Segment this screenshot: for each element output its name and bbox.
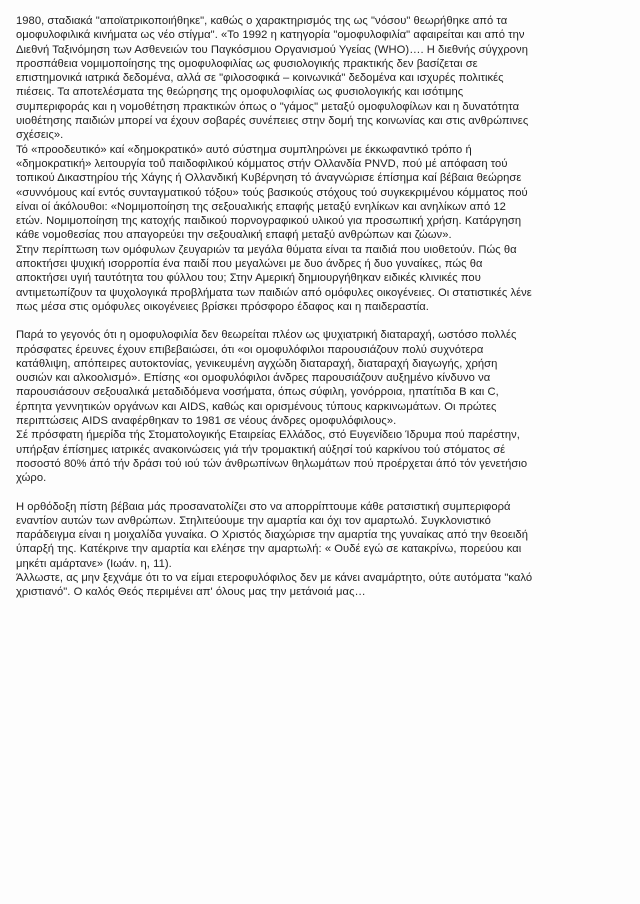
paragraph-spacer bbox=[16, 486, 626, 500]
text-line: προσπάθεια νομιμοποίησης της ομοφυλοφιλίας ως φυσιολογικής πρακτικής δεν βασίζεται σε bbox=[16, 57, 478, 70]
text-line: κάθε νομοθεσίας που απαγορεύει την σεξουαλική επαφή μεταξύ ανθρώπων και ζώων». bbox=[16, 229, 452, 242]
text-line: χώρο. bbox=[16, 472, 47, 485]
text-line: είναι οί άκόλουθοι: «Νομιμοποίηση της σεξουαλικής επαφής μεταξύ ενηλίκων και ανηλίκων από 12 bbox=[16, 200, 506, 213]
text-line: ύπαρξή της. Κατέκρινε την αμαρτία και ελέησε την αμαρτωλή: « Ουδέ εγώ σε κατακρίνω, πορεύου και bbox=[16, 543, 522, 556]
paragraph-3 bbox=[16, 328, 626, 485]
text-line: πως μέσα στις ομόφυλες οικογένειες βρίσκει πρόσφορο έδαφος και η παιδεραστία. bbox=[16, 300, 429, 313]
text-line: Παρά το γεγονός ότι η ομοφυλοφιλία δεν θεωρείται πλέον ως ψυχιατρική διαταραχή, ωστόσο πολλές bbox=[16, 329, 517, 342]
document-body bbox=[16, 14, 626, 600]
text-line: κατάθλιψη, απόπειρες αυτοκτονίας, γενικευμένη αγχώδη διαταραχή, διαταραχή διαγωγής, χρήση bbox=[16, 357, 498, 370]
text-line: Διεθνή Ταξινόμηση των Ασθενειών του Παγκόσμιου Οργανισμού Υγείας (WHO)…. Η διεθνής σύγχρονη bbox=[16, 43, 528, 56]
text-line: τοπικού Δικαστηρίου τής Χάγης ή Ολλανδική Κυβέρνηση τό άναγνώρισε έπίσημα καί βέβαια θεώρησε bbox=[16, 172, 522, 185]
text-line: περιπτώσεις AIDS αναφέρθηκαν το 1981 σε νέους άνδρες ομοφυλόφιλους». bbox=[16, 415, 397, 428]
text-line: αποκτήσει ψυχική ισορροπία ένα παιδί που μεγαλώνει με δυο άνδρες ή δυο γυναίκες, πώς θα bbox=[16, 258, 483, 271]
paragraph-1 bbox=[16, 14, 626, 143]
text-line: εναντίον αυτών των ανθρώπων. Στηλιτεύουμε την αμαρτία και όχι τον αμαρτωλό. Συγκλονιστικό bbox=[16, 514, 491, 527]
paragraph-4 bbox=[16, 500, 626, 600]
text-line: πρόσφατες έρευνες έχουν επιβεβαιώσει, ότι «οι ομοφυλόφιλοι παρουσιάζουν πολύ συχνότερα bbox=[16, 343, 484, 356]
text-line: έρπητα γεννητικών οργάνων και AIDS, καθώς και ορισμένους τύπους καρκινωμάτων. Οι πρώτες bbox=[16, 400, 497, 413]
text-line: χριστιανό". Ο καλός Θεός περιμένει απ' όλους μας την μετάνοιά μας… bbox=[16, 586, 366, 599]
text-line: υιοθέτησης παιδιών μπορεί να έχουν σοβαρές συνέπειες στην δομή της κοινωνίας και στις ανθρώπινες bbox=[16, 115, 529, 128]
paragraph-spacer bbox=[16, 314, 626, 328]
text-line: σχέσεις». bbox=[16, 129, 64, 142]
text-line: ουσιών και αλκοολισμό». Επίσης «οι ομοφυλόφιλοι άνδρες παρουσιάζουν αυξημένο κίνδυνο να bbox=[16, 372, 491, 385]
text-line: αντιμετωπίζουν τα ψυχολογικά προβλήματα των παιδιών από ομόφυλες οικογένειες. Οι στατιστικές λένε bbox=[16, 286, 532, 299]
text-line: ομοφυλοφιλικά κινήματα ως νέο στίγμα". «Το 1992 η κατηγορία "ομοφυλοφιλία" αφαιρείται και από την bbox=[16, 29, 525, 42]
text-line: Τό «προοδευτικό» καί «δημοκρατικό» αυτό σύστημα συμπληρώνει με έκκωφαντικό τρόπο ή bbox=[16, 143, 472, 156]
text-line: ποσοστό 80% άπό τήν δράσι τού ιού τών άνθρωπίνων θηλωμάτων πού προέρχεται άπό τόν γενετήσιο bbox=[16, 457, 528, 470]
text-line: πιέσεις. Τα αποτελέσματα της θεώρησης της ομοφυλοφιλίας ως φυσιολογικής και ισότιμης bbox=[16, 86, 464, 99]
text-line: συμπεριφοράς και η νομοθέτηση πρακτικών όπως ο "γάμος" μεταξύ ομοφυλοφίλων και η δυνατότητα bbox=[16, 100, 520, 113]
text-line: «δημοκρατική» λειτουργία τοΰ παιδοφιλικού κόμματος στήν Ολλανδία PNVD, πού μέ απόφαση τού bbox=[16, 157, 508, 170]
text-line: Σέ πρόσφατη ήμερίδα τής Στοματολογικής Εταιρείας Ελλάδος, στό Ευγενίδειο Ίδρυμα πού παρέστην, bbox=[16, 429, 520, 442]
text-line: υπήρξαν έπίσημες ιατρικές ανακοινώσεις γιά τήν τρομακτική αύξησί τού καρκίνου τού στόματος σέ bbox=[16, 443, 506, 456]
text-line: ετών. Νομιμοποίηση της κατοχής παιδικού πορνογραφικού υλικού για προσωπική χρήση. Κατάργηση bbox=[16, 215, 522, 228]
text-line: Άλλωστε, ας μην ξεχνάμε ότι το να είμαι ετεροφυλόφιλος δεν με κάνει αναμάρτητο, ούτε αυτόματα "καλό bbox=[16, 571, 533, 584]
text-line: Στην περίπτωση των ομόφυλων ζευγαριών τα μεγάλα θύματα είναι τα παιδιά που υιοθετούν. Πώς θα bbox=[16, 243, 517, 256]
text-line: «συννόμους καί εντός συνταγματικού τόξου» τούς βασικούς στόχους τού συγκεκριμένου κόμματος πού bbox=[16, 186, 528, 199]
text-line: 1980, σταδιακά "αποϊατρικοποιήθηκε", καθώς ο χαρακτηρισμός της ως "νόσου" θεωρήθηκε από τα bbox=[16, 15, 508, 27]
text-line: αποκτήσει υγιή ταυτότητα του φύλλου του; Στην Αμερική δημιουργήθηκαν ειδικές κλινικές που bbox=[16, 272, 481, 285]
text-line: παρουσιάσουν σεξουαλικά μεταδιδόμενα νοσήματα, όπως σύφιλη, γονόρροια, ηπατίτιδα Β και C, bbox=[16, 386, 499, 399]
text-line: επιστημονικά ιατρικά δεδομένα, αλλά σε "φιλοσοφικά – κοινωνικά" δεδομένα και ισχυρές πολιτικές bbox=[16, 72, 504, 85]
text-line: Η ορθόδοξη πίστη βέβαια μάς προσανατολίζει στο να απορρίπτουμε κάθε ρατσιστική συμπεριφορά bbox=[16, 500, 511, 513]
text-line: μηκέτι αμάρτανε» (Ιωάν. η, 11). bbox=[16, 557, 172, 570]
paragraph-2 bbox=[16, 143, 626, 315]
text-line: παράδειγμα είναι η μοιχαλίδα γυναίκα. Ο Χριστός διαχώρισε την αμαρτία της γυναίκας από την θεοειδή bbox=[16, 529, 528, 542]
